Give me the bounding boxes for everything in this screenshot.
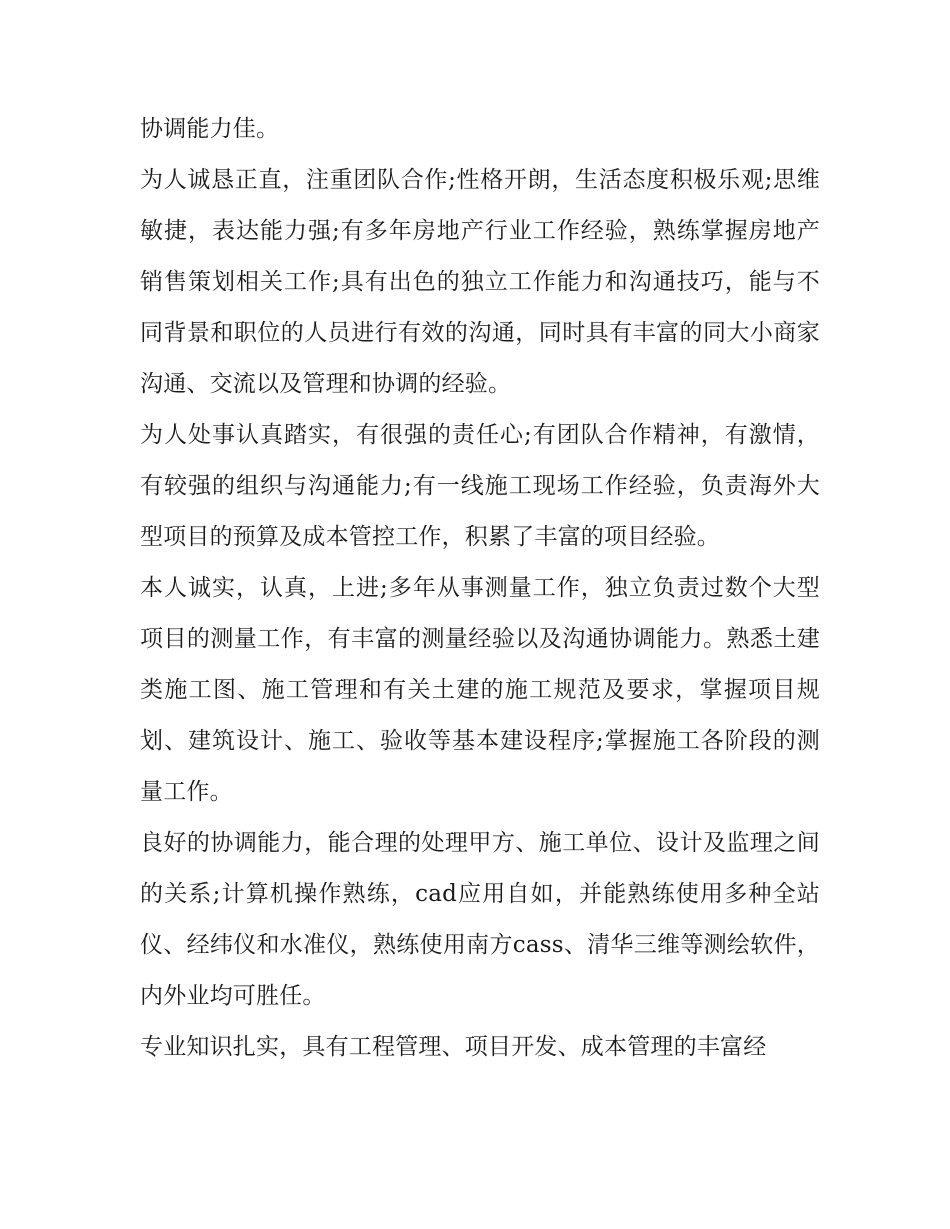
paragraph-2: 为人诚恳正直，注重团队合作;性格开朗，生活态度积极乐观;思维敏捷，表达能力强;有多年房地产行业工作经验，熟练掌握房地产销售策划相关工作;具有出色的独立工作能力和沟通技巧，能与不同背景和职位的人员进行有效的沟通，同时具有丰富的同大小商家沟通、交流以及管理和协调的经验。 [140, 167, 820, 397]
paragraph-6: 专业知识扎实，具有工程管理、项目开发、成本管理的丰富经 [140, 1034, 767, 1060]
paragraph-4: 本人诚实，认真，上进;多年从事测量工作，独立负责过数个大型项目的测量工作，有丰富的测量经验以及沟通协调能力。熟悉土建类施工图、施工管理和有关土建的施工规范及要求，掌握项目规划、建筑设计、施工、验收等基本建设程序;掌握施工各阶段的测量工作。 [140, 575, 820, 805]
paragraph-3: 为人处事认真踏实，有很强的责任心;有团队合作精神，有激情，有较强的组织与沟通能力;有一线施工现场工作经验，负责海外大型项目的预算及成本管控工作，积累了丰富的项目经验。 [140, 422, 820, 550]
paragraph-1: 协调能力佳。 [140, 116, 280, 142]
document-body [140, 104, 820, 1073]
paragraph-5: 良好的协调能力，能合理的处理甲方、施工单位、设计及监理之间的关系;计算机操作熟练，cad应用自如，并能熟练使用多种全站仪、经纬仪和水准仪，熟练使用南方cass、清华三维等测绘软件，内外业均可胜任。 [140, 830, 820, 1009]
